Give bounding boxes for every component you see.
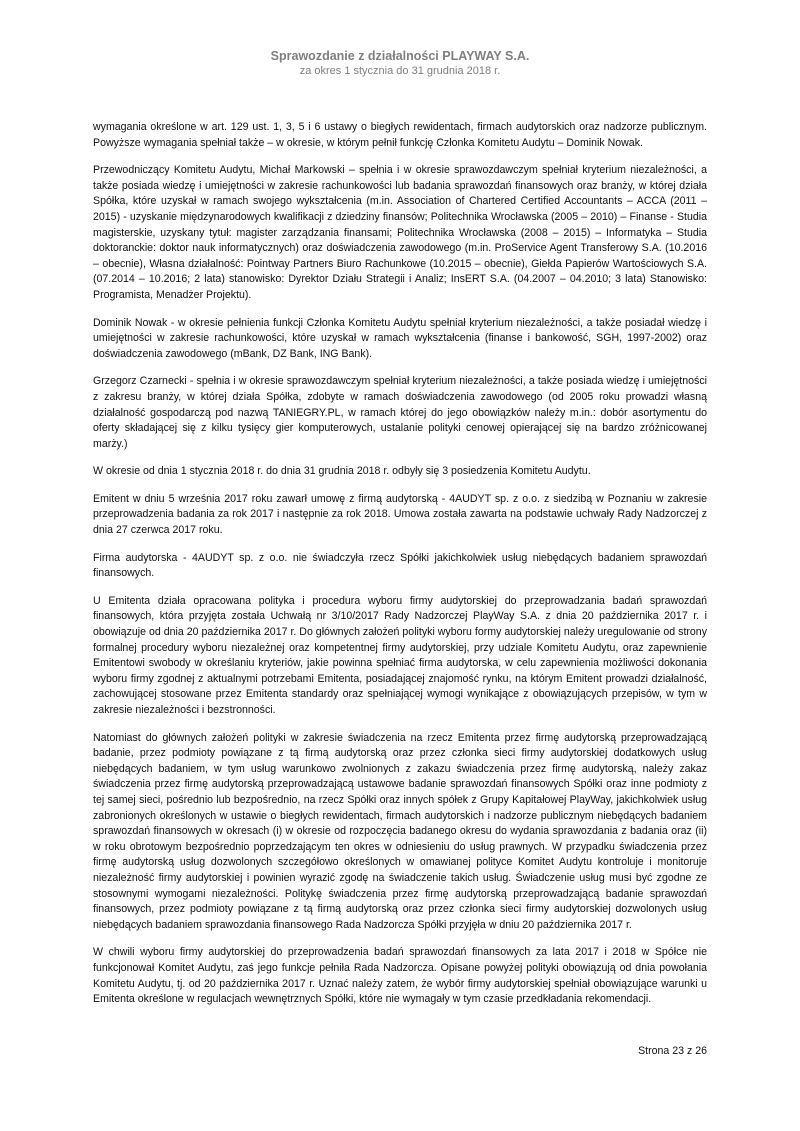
paragraph-audit-agreement: Emitent w dniu 5 września 2017 roku zawarł umowę z firmą audytorską - 4AUDYT sp. z o.o. z siedzibą w Poznaniu w zakresie przeprowadzenia badania za rok 2017 i następnie za rok 2018. Umowa została zawarta na podstawie uchwały Rady Nadzorczej z dnia 27 czerwca 2017 roku. <box>93 492 707 537</box>
paragraph-requirements: wymagania określone w art. 129 ust. 1, 3, 5 i 6 ustawy o biegłych rewidentach, firmach audytorskich oraz nadzorze publicznym. Powyższe wymagania spełniał także – w okresie, w którym pełnił funkcję Członka Komitetu Audytu – Dominik Nowak. <box>93 121 707 149</box>
paragraph-services-policy: Natomiast do głównych założeń polityki w zakresie świadczenia na rzecz Emitenta przez firmę audytorską przeprowadzającą badanie, przez podmioty powiązane z tą firmą audytorską oraz przez członka sieci firmy audytorskiej dodatkowych usług niebędących badaniem, w tym usług warunkowo zwolnionych z zakazu świadczenia przez firmę audytorską, należy zakaz świadczenia przez firmę audytorską przeprowadzającą ustawowe badanie sprawozdań finansowych Spółki oraz inne podmioty z tej samej sieci, pośrednio lub bezpośrednio, na rzecz Spółki oraz innych spółek z Grupy Kapitałowej PlayWay, jakichkolwiek usług zabronionych określonych w ustawie o biegłych rewidentach, firmach audytorskich i nadzorze publicznym niebędących badaniem sprawozdań finansowych w okresach (i) w okresie od rozpoczęcia badanego okresu do wydania sprawozdania z badania oraz (ii) w roku obrotowym bezpośrednio poprzedzającym ten okres w odniesieniu do usług prawnych. W przypadku świadczenia przez firmę audytorską usług dozwolonych szczegółowo określonych w omawianej polityce Komitet Audytu kontroluje i monitoruje niezależność firmy audytorskiej i powinien wyrazić zgodę na świadczenie takich usług. Świadczenie usług musi być zgodne ze stosownymi wymogami niezależności. Politykę świadczenia przez firmę audytorską przeprowadzającą badanie sprawozdań finansowych, przez podmioty powiązane z tą firmą audytorską oraz przez członka sieci firmy audytorskiej dozwolonych usług niebędących badaniem sprawozdania finansowego Rada Nadzorcza Spółki przyjęła w dniu 20 października 2017 r. <box>93 731 707 931</box>
report-title: Sprawozdanie z działalności PLAYWAY S.A. <box>270 49 530 63</box>
page-number: Strona 23 z 26 <box>638 1045 707 1057</box>
paragraph-selection-conclusion: W chwili wyboru firmy audytorskiej do przeprowadzenia badań sprawozdań finansowych za lata 2017 i 2018 w Spółce nie funkcjonował Komitet Audytu, zaś jego funkcje pełniła Rada Nadzorcza. Opisane powyżej polityki obowiązują od dnia powołania Komitetu Audytu, tj. od 20 października 2017 r. Uznać należy zatem, że wybór firmy audytorskiej spełniał obowiązujące warunki u Emitenta określone w regulacjach wewnętrznych Spółki, które nie wymagały w tym czasie przedkładania rekomendacji. <box>93 946 707 1006</box>
paragraph-meetings: W okresie od dnia 1 stycznia 2018 r. do dnia 31 grudnia 2018 r. odbyły się 3 posiedzenia Komitetu Audytu. <box>93 465 591 478</box>
page-header <box>0 48 800 79</box>
paragraph-markowski: Przewodniczący Komitetu Audytu, Michał Markowski – spełnia i w okresie sprawozdawczym spełniał kryterium niezależności, a także posiada wiedzę i umiejętności w zakresie rachunkowości lub badania sprawozdań finansowych oraz branży, w której działa Spółka, które uzyskał w ramach swojego wykształcenia (m.in. Association of Chartered Certified Accountants – ACCA (2011 – 2015) - uzyskanie międzynarodowych kwalifikacji z dziedziny finansów; Politechnika Wrocławska (2005 – 2010) – Finanse - Studia magisterskie, uzyskany tytuł: magister zarządzania finansami; Politechnika Wrocławska (2008 – 2015) – Informatyka – Studia doktoranckie: doktor nauk informatycznych) oraz doświadczenia zawodowego (m.in. ProService Agent Transferowy S.A. (10.2016 – obecnie), Własna działalność: Pointway Partners Biuro Rachunkowe (10.2015 – obecnie), Giełda Papierów Wartościowych S.A. (07.2014 – 10.2016; 2 lata) stanowisko: Dyrektor Działu Strategii i Analiz; InsERT S.A. (04.2007 – 04.2010; 3 lata) Stanowisko: Programista, Menadżer Projektu). <box>93 164 707 301</box>
paragraph-selection-policy: U Emitenta działa opracowana polityka i procedura wyboru firmy audytorskiej do przeprowadzania badań sprawozdań finansowych, która przyjęta została Uchwałą nr 3/10/2017 Rady Nadzorczej PlayWay S.A. z dnia 20 października 2017 r. i obowiązuje od dnia 20 października 2017 r. Do głównych założeń polityki wyboru formy audytorskiej należy uregulowanie od strony formalnej procedury wyboru niezależnej oraz kompetentnej firmy audytorskiej, przy udziale Komitetu Audytu, oraz zapewnienie Emitentowi swobody w określaniu kryteriów, jakie powinna spełniać firma audytorska, w celu zapewnienia możliwości dokonania wyboru firmy zgodnej z aktualnymi potrzebami Emitenta, posiadającej znajomość rynku, na którym Emitent prowadzi działalność, zachowującej stosowane przez Emitenta standardy oraz spełniającej wymogi wynikające z obowiązujących przepisów, w tym w zakresie niezależności i bezstronności. <box>93 594 707 716</box>
paragraph-czarnecki: Grzegorz Czarnecki - spełnia i w okresie sprawozdawczym spełniał kryterium niezależności, a także posiada wiedzę i umiejętności z zakresu branży, w której działa Spółka, zdobyte w ramach doświadczenia zawodowego (od 2005 roku prowadzi własną działalność gospodarczą pod nazwą TANIEGRY.PL, w ramach której do jego obowiązków należy m.in.: dobór asortymentu do oferty składającej się z kilku tysięcy gier komputerowych, ustalanie polityki cenowej opierającej się na bardzo zróżnicowanej marży.) <box>93 375 707 450</box>
paragraph-non-audit-services: Firma audytorska - 4AUDYT sp. z o.o. nie świadczyła rzecz Spółki jakichkolwiek usług niebędących badaniem sprawozdań finansowych. <box>93 551 707 580</box>
document-body <box>93 120 707 1020</box>
paragraph-nowak: Dominik Nowak - w okresie pełnienia funkcji Członka Komitetu Audytu spełniał kryterium niezależności, a także posiadał wiedzę i umiejętności w zakresie rachunkowości, które uzyskał w ramach wykształcenia (finanse i bankowość, SGH, 1997-2002) oraz doświadczenia zawodowego (mBank, DZ Bank, ING Bank). <box>93 316 707 360</box>
report-period: za okres 1 stycznia do 31 grudnia 2018 r. <box>299 65 501 77</box>
